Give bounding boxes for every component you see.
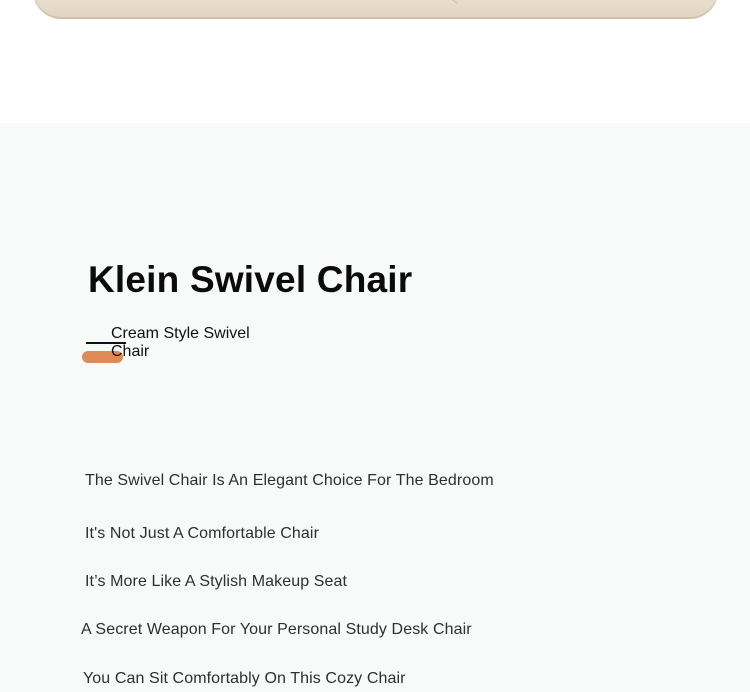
feature-text: It's Not Just A Comfortable Chair [85, 525, 320, 542]
product-subtitle-block [82, 324, 282, 364]
product-subtitle: Cream Style Swivel Chair [111, 325, 250, 360]
product-photo [33, 0, 718, 19]
feature-text: The Swivel Chair Is An Elegant Choice For The Bedroom [85, 472, 494, 489]
feature-text: It’s More Like A Stylish Makeup Seat [85, 573, 348, 590]
feature-text: A Secret Weapon For Your Personal Study Desk Chair [81, 621, 472, 638]
product-description-section [0, 123, 750, 692]
photo-detail [425, 0, 458, 4]
product-title: Klein Swivel Chair [88, 259, 413, 300]
feature-text: You Can Sit Comfortably On This Cozy Chair [83, 670, 406, 687]
